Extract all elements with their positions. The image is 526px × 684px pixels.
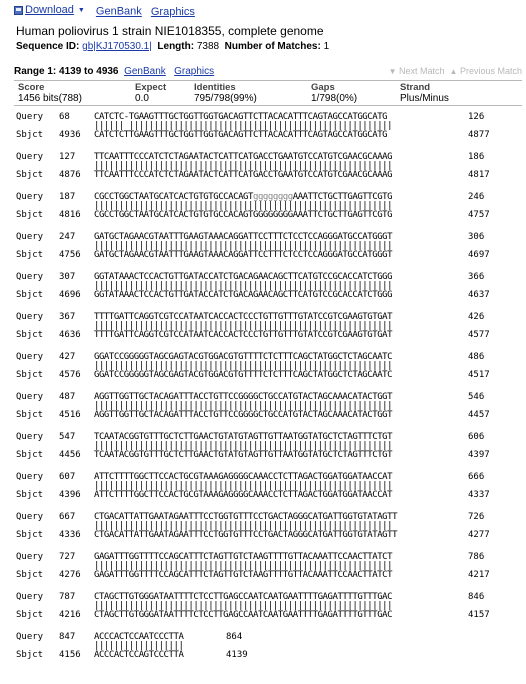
query-label: Query — [16, 512, 44, 522]
sbjct-sequence: TTTTGATTCAGGTCGTCCATAATCACCACTCCCTGTTGTTTGTATCCGTCGAAGTGTGAT — [94, 330, 393, 340]
sbjct-end: 4757 — [468, 210, 490, 220]
query-sequence: TTCAATTTCCCATCTCTAGAATACTCATTCATGACCTGAATGTCCATGTCGAACGCAAAG — [94, 152, 393, 162]
sbjct-start: 4156 — [59, 650, 81, 660]
query-sequence: CGCCTGGCTAATGCATCACTGTGTGCCACAGTggggggggAAATTCTGCTTGAGTTCGTG — [94, 192, 393, 202]
seqid-label: Sequence ID: — [16, 41, 80, 52]
sbjct-sequence: GAGATTTGGTTTTCCAGCATTTCTAGTTGTCTAAGTTTTGTTACAAATTCCAACTTATCT — [94, 570, 393, 580]
stat-header: Strand — [400, 82, 431, 93]
query-start: 487 — [59, 392, 76, 402]
sbjct-sequence: GATGCTAGAACGTAATTTGAAGTAAACAGGATTCCTTTCTCCTCCAGGGATGCCATGGGT — [94, 250, 393, 260]
query-sequence: CATCTC-TGAAGTTTGCTGGTTGGTGACAGTTCTTACACATTTCAGTAGCCATGGCATG — [94, 112, 388, 122]
stat-header: Identities — [194, 82, 236, 93]
match-bars: |||||| ||||||||||||||||||||||||||||||||||||||||||||||||||||| — [94, 121, 393, 131]
query-label: Query — [16, 152, 44, 162]
sbjct-start: 4936 — [59, 130, 81, 140]
query-end: 186 — [468, 152, 485, 162]
matches-value: 1 — [323, 41, 330, 52]
stat-value: 1/798(0%) — [311, 93, 358, 104]
toolbar — [14, 4, 195, 18]
stat-header: Score — [18, 82, 45, 93]
match-bars: |||||||||||||||||||||||||||||||||||||||||||||||||||||||||||| — [94, 601, 393, 611]
match-bars: |||||||||||||||||||||||||||||||||||||||||||||||||||||||||||| — [94, 281, 393, 291]
stat-value: 0.0 — [135, 93, 149, 104]
query-label: Query — [16, 592, 44, 602]
stat-value: 1456 bits(788) — [18, 93, 82, 104]
sbjct-label: Sbjct — [16, 450, 44, 460]
graphics-link[interactable]: Graphics — [150, 5, 195, 18]
range-graphics-link[interactable]: Graphics — [174, 66, 215, 77]
sbjct-label: Sbjct — [16, 410, 44, 420]
query-end: 606 — [468, 432, 485, 442]
query-end: 864 — [226, 632, 243, 642]
query-end: 786 — [468, 552, 485, 562]
sbjct-label: Sbjct — [16, 650, 44, 660]
stat-value: 795/798(99%) — [194, 93, 257, 104]
sbjct-end: 4157 — [468, 610, 490, 620]
match-bars: |||||||||||||||||||||||||||||||||||||||||||||||||||||||||||| — [94, 201, 393, 211]
query-end: 246 — [468, 192, 485, 202]
range-label: Range 1: 4139 to 4936 — [14, 66, 119, 77]
sbjct-sequence: AGGTTGGTTGCTACAGATTTACCTGTTCCGGGGCTGCCATGTACTAGCAAACATACTGGT — [94, 410, 393, 420]
sbjct-label: Sbjct — [16, 490, 44, 500]
query-start: 547 — [59, 432, 76, 442]
query-end: 486 — [468, 352, 485, 362]
query-start: 247 — [59, 232, 76, 242]
matches-label: Number of Matches: — [224, 41, 321, 52]
query-sequence: ACCCACTCCAATCCCTTA — [94, 632, 184, 642]
sbjct-sequence: CTGACATTATTGAATAGAATTTCCTGGTGTTTCCTGACTAGGGCATGATTGGTGTATAGTT — [94, 530, 398, 540]
match-navigation — [389, 66, 522, 76]
query-start: 367 — [59, 312, 76, 322]
sbjct-end: 4397 — [468, 450, 490, 460]
seqid-link[interactable]: gb|KJ170530.1| — [82, 41, 152, 52]
query-sequence: GGATCCGGGGGTAGCGAGTACGTGGACGTGTTTTCTCTTTCAGCTATGGCTCTAGCAATC — [94, 352, 393, 362]
query-start: 847 — [59, 632, 76, 642]
query-start: 787 — [59, 592, 76, 602]
stat-value: Plus/Minus — [400, 93, 449, 104]
sbjct-end: 4457 — [468, 410, 490, 420]
sbjct-sequence: GGTATAAACTCCACTGTTGATACCATCTGACAGAACAGCTTCATGTCCGCACCATCTGGG — [94, 290, 393, 300]
save-icon — [14, 6, 23, 15]
stat-strand — [400, 82, 449, 104]
query-sequence: GGTATAAACTCCACTGTTGATACCATCTGACAGAACAGCTTCATGTCCGCACCATCTGGG — [94, 272, 393, 282]
query-label: Query — [16, 352, 44, 362]
sbjct-sequence: CATCTCTTGAAGTTTGCTGGTTGGTGACAGTTCTTACACATTTCAGTAGCCATGGCATG — [94, 130, 388, 140]
next-match-button[interactable]: Next Match — [399, 66, 445, 76]
match-bars: |||||||||||||||||| — [94, 641, 184, 651]
query-label: Query — [16, 272, 44, 282]
match-bars: |||||||||||||||||||||||||||||||||||||||||||||||||||||||||||| — [94, 361, 393, 371]
query-end: 426 — [468, 312, 485, 322]
length-value: 7388 — [196, 41, 220, 52]
sbjct-end: 4577 — [468, 330, 490, 340]
match-bars: |||||||||||||||||||||||||||||||||||||||||||||||||||||||||||| — [94, 241, 393, 251]
sbjct-end: 4817 — [468, 170, 490, 180]
sbjct-sequence: TTCAATTTCCCATCTCTAGAATACTCATTCATGACCTGAATGTCCATGTCGAACGCAAAG — [94, 170, 393, 180]
query-label: Query — [16, 112, 44, 122]
sbjct-sequence: ATTCTTTTGGCTTCCACTGCGTAAAGAGGGGCAAACCTCTTAGACTGGATGGATAACCAT — [94, 490, 393, 500]
sbjct-sequence: ACCCACTCCAGTCCCTTA — [94, 650, 184, 660]
alignment-stats — [14, 80, 522, 106]
match-bars: |||||||||||||||||||||||||||||||||||||||||||||||||||||||||||| — [94, 401, 393, 411]
download-link[interactable]: Download — [25, 4, 74, 16]
query-start: 127 — [59, 152, 76, 162]
sbjct-start: 4876 — [59, 170, 81, 180]
page-title: Human poliovirus 1 strain NIE1018355, complete genome — [16, 24, 324, 38]
query-start: 187 — [59, 192, 76, 202]
sbjct-end: 4517 — [468, 370, 490, 380]
sbjct-label: Sbjct — [16, 330, 44, 340]
query-start: 307 — [59, 272, 76, 282]
match-bars: |||||||||||||||||||||||||||||||||||||||||||||||||||||||||||| — [94, 161, 393, 171]
sbjct-start: 4576 — [59, 370, 81, 380]
query-sequence: TTTTGATTCAGGTCGTCCATAATCACCACTCCCTGTTGTTTGTATCCGTCGAAGTGTGAT — [94, 312, 393, 322]
stat-header: Gaps — [311, 82, 335, 93]
sbjct-start: 4696 — [59, 290, 81, 300]
sbjct-label: Sbjct — [16, 210, 44, 220]
sbjct-start: 4396 — [59, 490, 81, 500]
sbjct-start: 4816 — [59, 210, 81, 220]
length-label: Length: — [157, 41, 195, 52]
genbank-link[interactable]: GenBank — [95, 5, 142, 18]
query-sequence: GAGATTTGGTTTTCCAGCATTTCTAGTTGTCTAAGTTTTGTTACAAATTCCAACTTATCT — [94, 552, 393, 562]
chevron-down-icon[interactable]: ▼ — [77, 6, 85, 14]
query-end: 366 — [468, 272, 485, 282]
query-label: Query — [16, 552, 44, 562]
query-label: Query — [16, 472, 44, 482]
query-label: Query — [16, 312, 44, 322]
query-end: 846 — [468, 592, 485, 602]
query-end: 306 — [468, 232, 485, 242]
sbjct-label: Sbjct — [16, 130, 44, 140]
query-label: Query — [16, 232, 44, 242]
sbjct-sequence: TCAATACGGTGTTTGCTCTTGAACTGTATGTAGTTGTTAATGGTATGCTCTAGTTTCTGT — [94, 450, 393, 460]
sbjct-end: 4697 — [468, 250, 490, 260]
sbjct-sequence: CGCCTGGCTAATGCATCACTGTGTGCCACAGTGGGGGGGGAAATTCTGCTTGAGTTCGTG — [94, 210, 393, 220]
range-genbank-link[interactable]: GenBank — [124, 66, 166, 77]
previous-arrow-icon: ▲ — [449, 67, 458, 76]
query-sequence: CTAGCTTGTGGGATAATTTTCTCCTTGAGCCAATCAATGAATTTTGAGATTTTGTTTGAC — [94, 592, 393, 602]
stat-gaps — [311, 82, 357, 104]
sequence-meta — [16, 41, 329, 52]
query-end: 666 — [468, 472, 485, 482]
next-arrow-icon: ▼ — [388, 67, 397, 76]
query-label: Query — [16, 632, 44, 642]
sbjct-end: 4139 — [226, 650, 248, 660]
stat-score — [18, 82, 82, 104]
stat-header: Expect — [135, 82, 167, 93]
sbjct-start: 4516 — [59, 410, 81, 420]
sbjct-sequence: GGATCCGGGGGTAGCGAGTACGTGGACGTGTTTTCTCTTTCAGCTATGGCTCTAGCAATC — [94, 370, 393, 380]
query-start: 667 — [59, 512, 76, 522]
sbjct-label: Sbjct — [16, 530, 44, 540]
sbjct-label: Sbjct — [16, 250, 44, 260]
query-sequence: ATTCTTTTGGCTTCCACTGCGTAAAGAGGGGCAAACCTCTTAGACTGGATGGATAACCAT — [94, 472, 393, 482]
stat-expect — [135, 82, 166, 104]
sbjct-start: 4456 — [59, 450, 81, 460]
sbjct-start: 4276 — [59, 570, 81, 580]
sbjct-start: 4216 — [59, 610, 81, 620]
match-bars: |||||||||||||||||||||||||||||||||||||||||||||||||||||||||||| — [94, 481, 393, 491]
query-label: Query — [16, 192, 44, 202]
query-sequence: TCAATACGGTGTTTGCTCTTGAACTGTATGTAGTTGTTAATGGTATGCTCTAGTTTCTGT — [94, 432, 393, 442]
sbjct-end: 4217 — [468, 570, 490, 580]
query-start: 727 — [59, 552, 76, 562]
sbjct-label: Sbjct — [16, 170, 44, 180]
range-header — [14, 66, 522, 79]
previous-match-button[interactable]: Previous Match — [459, 66, 522, 76]
sbjct-label: Sbjct — [16, 290, 44, 300]
sbjct-end: 4877 — [468, 130, 490, 140]
query-label: Query — [16, 392, 44, 402]
sbjct-sequence: CTAGCTTGTGGGATAATTTTCTCCTTGAGCCAATCAATGAATTTTGAGATTTTGTTTGAC — [94, 610, 393, 620]
query-label: Query — [16, 432, 44, 442]
query-start: 427 — [59, 352, 76, 362]
query-end: 726 — [468, 512, 485, 522]
query-sequence: CTGACATTATTGAATAGAATTTCCTGGTGTTTCCTGACTAGGGCATGATTGGTGTATAGTT — [94, 512, 398, 522]
sbjct-start: 4756 — [59, 250, 81, 260]
sbjct-end: 4337 — [468, 490, 490, 500]
match-bars: |||||||||||||||||||||||||||||||||||||||||||||||||||||||||||| — [94, 521, 393, 531]
query-end: 546 — [468, 392, 485, 402]
match-bars: |||||||||||||||||||||||||||||||||||||||||||||||||||||||||||| — [94, 561, 393, 571]
stat-identities — [194, 82, 257, 104]
sbjct-start: 4336 — [59, 530, 81, 540]
match-bars: |||||||||||||||||||||||||||||||||||||||||||||||||||||||||||| — [94, 441, 393, 451]
sbjct-label: Sbjct — [16, 370, 44, 380]
sbjct-start: 4636 — [59, 330, 81, 340]
sbjct-label: Sbjct — [16, 570, 44, 580]
query-start: 607 — [59, 472, 76, 482]
query-sequence: GATGCTAGAACGTAATTTGAAGTAAACAGGATTCCTTTCTCCTCCAGGGATGCCATGGGT — [94, 232, 393, 242]
download-button[interactable] — [14, 4, 93, 16]
query-sequence: AGGTTGGTTGCTACAGATTTACCTGTTCCGGGGCTGCCATGTACTAGCAAACATACTGGT — [94, 392, 393, 402]
sbjct-end: 4637 — [468, 290, 490, 300]
sbjct-label: Sbjct — [16, 610, 44, 620]
match-bars: |||||||||||||||||||||||||||||||||||||||||||||||||||||||||||| — [94, 321, 393, 331]
sbjct-end: 4277 — [468, 530, 490, 540]
query-start: 68 — [59, 112, 70, 122]
query-end: 126 — [468, 112, 485, 122]
